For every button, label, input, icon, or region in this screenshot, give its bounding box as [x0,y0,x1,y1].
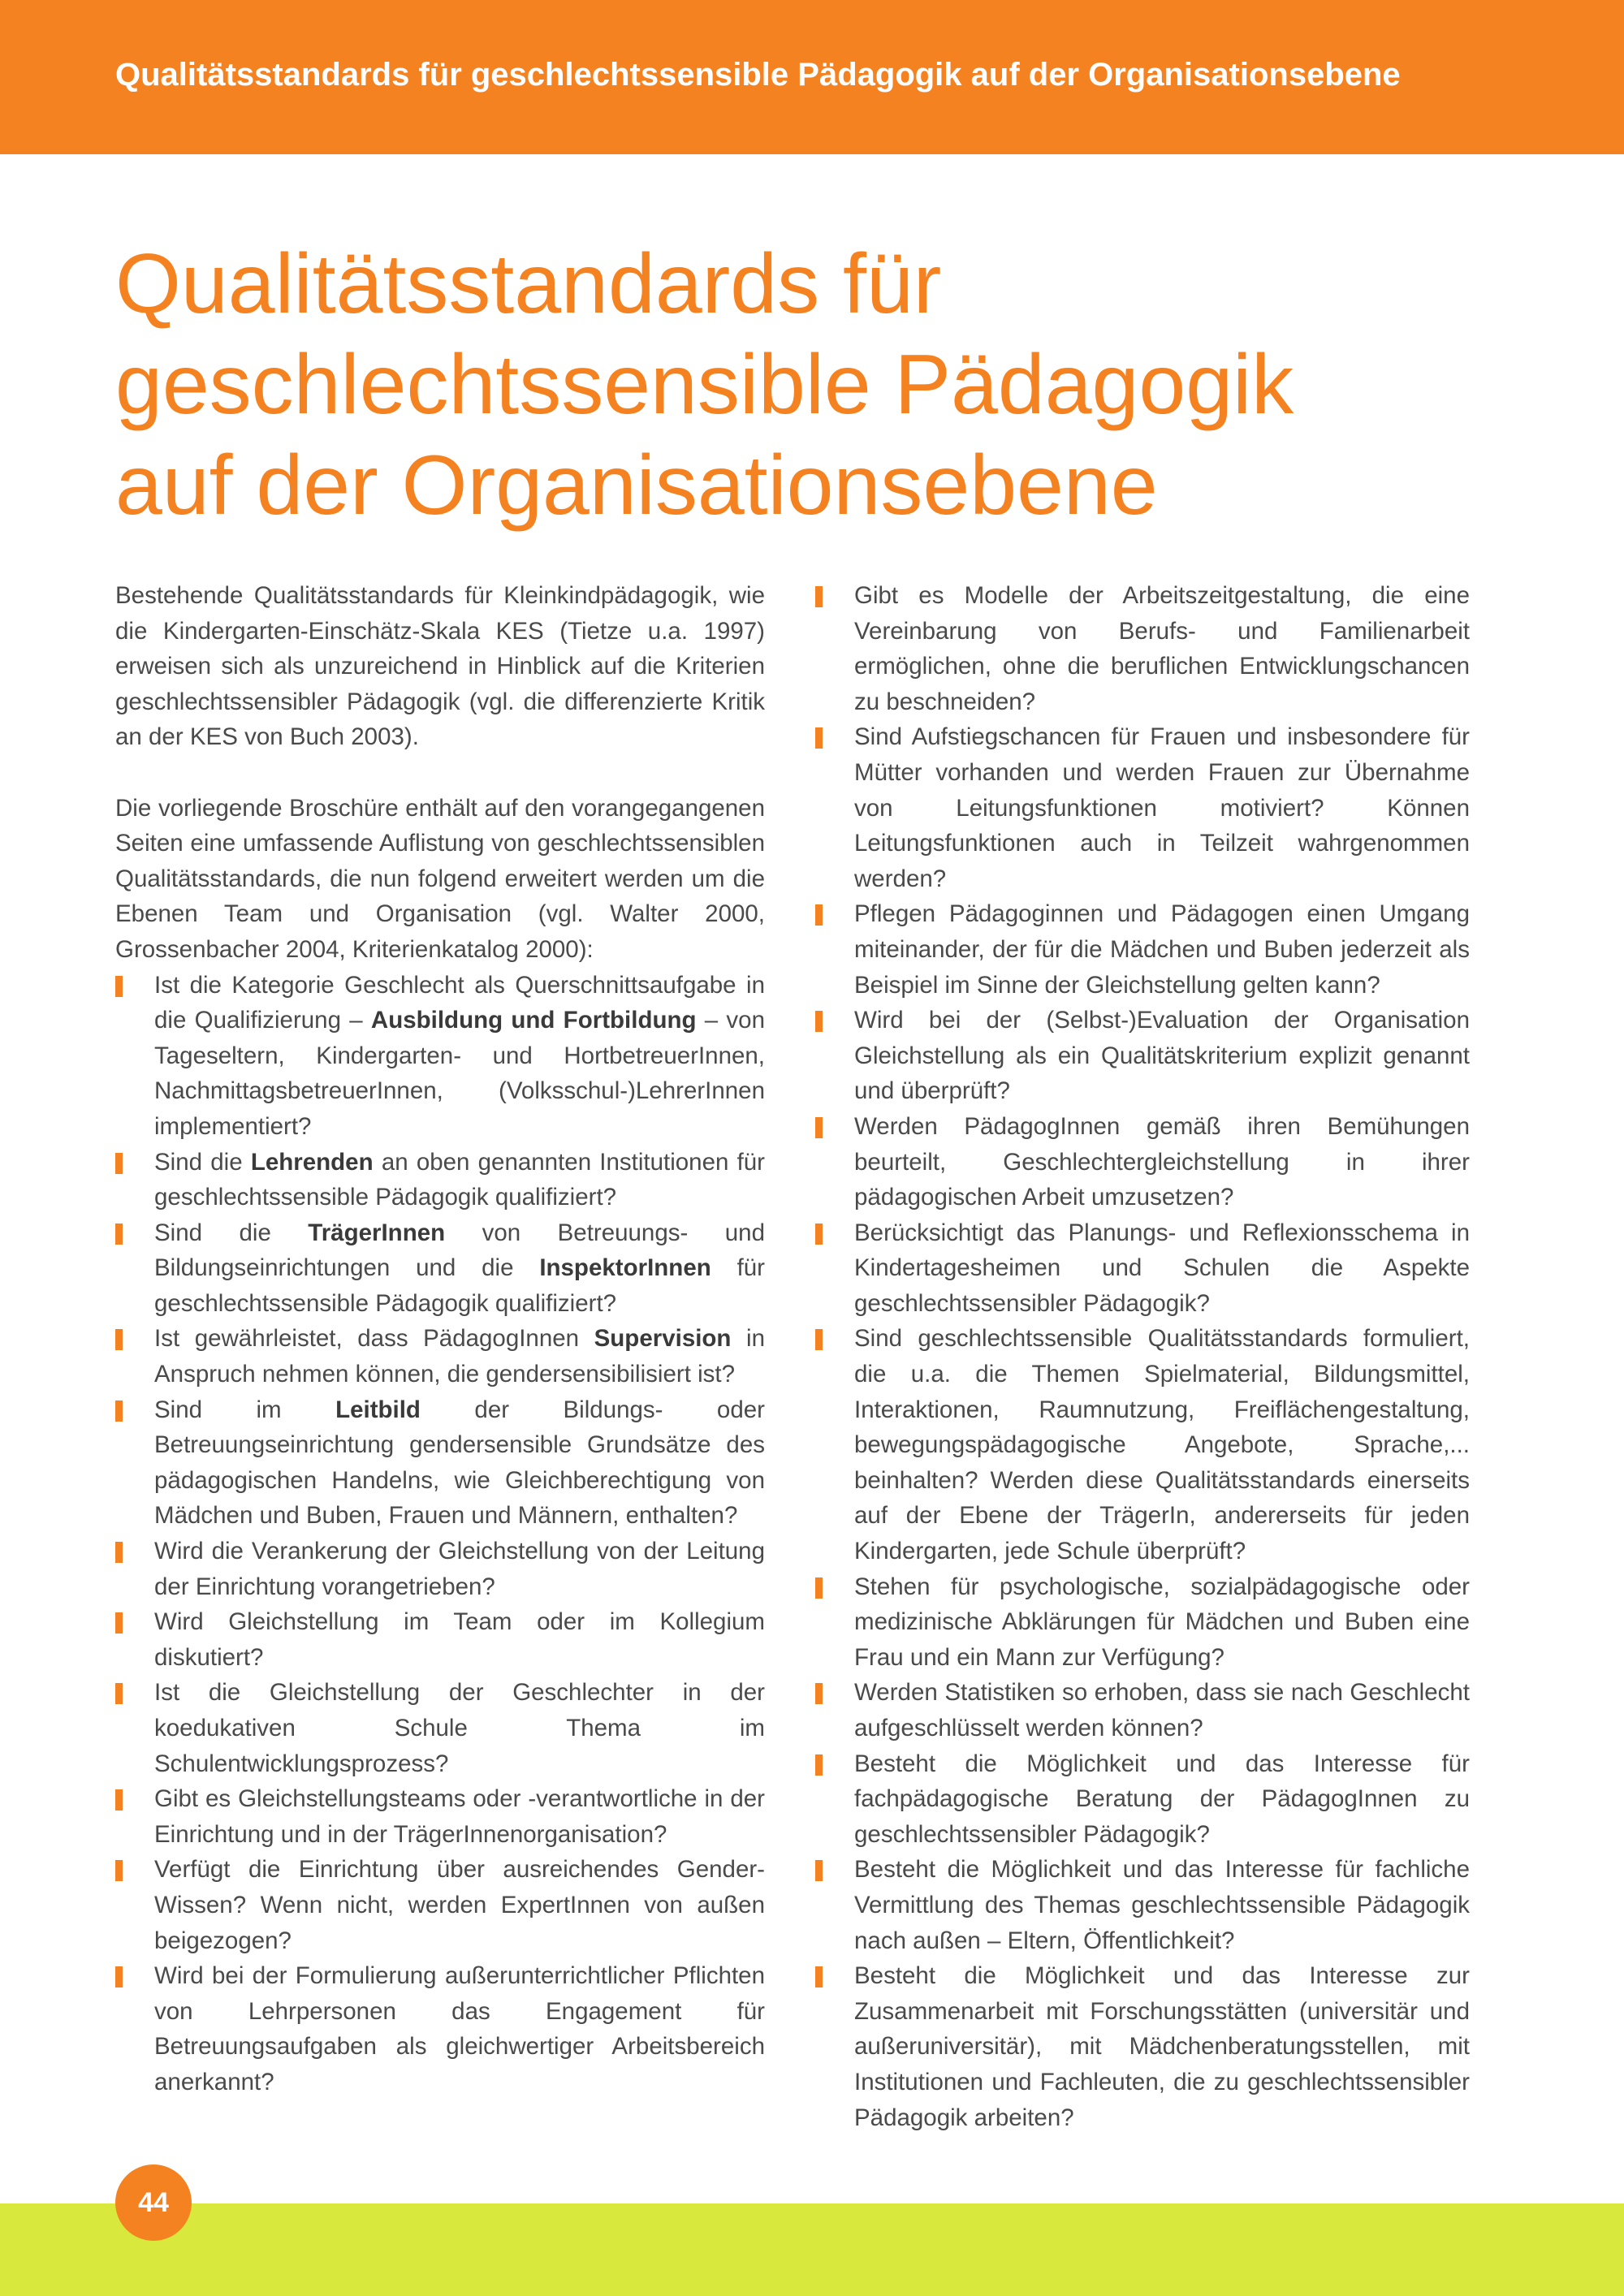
checklist-item: Wird Gleichstellung im Team oder im Kollegium diskutiert? [115,1604,765,1675]
bullet-marker-icon [115,1789,123,1810]
bullet-marker-icon [115,1329,123,1350]
bullet-marker-icon [115,1612,123,1634]
emphasis-term: Ausbildung und Fortbildung [370,1007,697,1034]
checklist-item: Sind im Leitbild der Bildungs- oder Betreuungseinrichtung gendersensible Grundsätze des pädagogischen Handelns, wie Gleichberechtigung von Mädchen und Buben, Frauen und Männern, enthalten? [115,1392,765,1534]
page-title-line: Qualitätsstandards für [115,237,942,331]
bullet-marker-icon [115,1542,123,1563]
bullet-marker-icon [115,1683,123,1704]
checklist-item: Sind die TrägerInnen von Betreuungs- und Bildungseinrichtungen und die InspektorInnen für geschlechtssensible Pädagogik qualifiziert? [115,1215,765,1322]
bullet-marker-icon [815,1224,823,1245]
left-checklist [115,968,765,2100]
bullet-marker-icon [815,1860,823,1881]
bullet-marker-icon [115,1224,123,1245]
checklist-item: Sind geschlechtssensible Qualitätsstandards formuliert, die u.a. die Themen Spielmaterial, Bildungsmittel, Interaktionen, Raumnutzung, Freiflächengestaltung, bewegungspädagogische Angebote, Sprache,... beinhalten? Werden diese Qualitätsstandards einerseits auf der Ebene der TrägerIn, andererseits für jeden Kindergarten, jede Schule überprüft? [815,1321,1470,1569]
checklist-item: Gibt es Modelle der Arbeitszeitgestaltung, die eine Vereinbarung von Berufs- und Familienarbeit ermöglichen, ohne die beruflichen Entwicklungschancen zu beschneiden? [815,578,1470,719]
checklist-item: Berücksichtigt das Planungs- und Reflexionsschema in Kindertagesheimen und Schulen die Aspekte geschlechtssensibler Pädagogik? [815,1215,1470,1322]
bullet-marker-icon [115,976,123,997]
checklist-item: Stehen für psychologische, sozialpädagogische oder medizinische Abklärungen für Mädchen und Buben eine Frau und ein Mann zur Verfügung? [815,1569,1470,1676]
right-checklist [815,578,1470,2135]
bullet-marker-icon [115,1966,123,1987]
checklist-item: Gibt es Gleichstellungsteams oder -verantwortliche in der Einrichtung und in der TrägerInnenorganisation? [115,1781,765,1852]
left-column [115,578,765,2100]
page-title-line: auf der Organisationsebene [115,438,1158,533]
checklist-item: Besteht die Möglichkeit und das Interesse zur Zusammenarbeit mit Forschungsstätten (universitär und außeruniversitär), mit Mädchenberatungsstellen, mit Institutionen und Fachleuten, die zu geschlechtssensibler Pädagogik arbeiten? [815,1958,1470,2135]
checklist-item: Besteht die Möglichkeit und das Interesse für fachpädagogische Beratung der PädagogInnen zu geschlechtssensibler Pädagogik? [815,1746,1470,1853]
bullet-marker-icon [815,586,823,607]
checklist-item: Wird die Verankerung der Gleichstellung von der Leitung der Einrichtung vorangetrieben? [115,1534,765,1604]
checklist-item: Wird bei der (Selbst-)Evaluation der Organisation Gleichstellung als ein Qualitätskriterium explizit genannt und überprüft? [815,1003,1470,1109]
page-title [115,234,1294,536]
bullet-marker-icon [115,1153,123,1174]
page-number: 44 [115,2164,192,2241]
header-title: Qualitätsstandards für geschlechtssensible Pädagogik auf der Organisationsebene [115,57,1401,93]
checklist-item: Ist die Gleichstellung der Geschlechter in der koedukativen Schule Thema im Schulentwicklungsprozess? [115,1675,765,1781]
footer-band [0,2203,1624,2296]
bullet-marker-icon [815,1117,823,1138]
bullet-marker-icon [815,904,823,926]
checklist-item: Wird bei der Formulierung außerunterrichtlicher Pflichten von Lehrpersonen das Engagement für Betreuungsaufgaben als gleichwertiger Arbeitsbereich anerkannt? [115,1958,765,2100]
checklist-item: Ist die Kategorie Geschlecht als Querschnittsaufgabe in die Qualifizierung – Ausbildung und Fortbildung – von Tageseltern, Kindergarten- und HortbetreuerInnen, NachmittagsbetreuerInnen, (Volksschul-)LehrerInnen implementiert? [115,968,765,1145]
bullet-marker-icon [815,1577,823,1599]
emphasis-term: Leitbild [335,1396,421,1423]
emphasis-term: InspektorInnen [539,1254,711,1282]
intro-paragraph: Die vorliegende Broschüre enthält auf den vorangegangenen Seiten eine umfassende Auflistung von geschlechtssensiblen Qualitätsstandards, die nun folgend erweitert werden um die Ebenen Team und Organisation (vgl. Walter 2000, Grossenbacher 2004, Kriterienkatalog 2000): [115,794,765,963]
bullet-marker-icon [815,1683,823,1704]
checklist-item: Sind Aufstiegschancen für Frauen und insbesondere für Mütter vorhanden und werden Frauen zur Übernahme von Leitungsfunktionen motiviert? Können Leitungsfunktionen auch in Teilzeit wahrgenommen werden? [815,719,1470,896]
checklist-item: Werden Statistiken so erhoben, dass sie nach Geschlecht aufgeschlüsselt werden können? [815,1675,1470,1746]
bullet-marker-icon [815,1329,823,1350]
checklist-item: Ist gewährleistet, dass PädagogInnen Supervision in Anspruch nehmen können, die gendersensibilisiert ist? [115,1321,765,1392]
bullet-marker-icon [115,1400,123,1422]
header-band [0,0,1624,154]
bullet-marker-icon [815,1011,823,1032]
checklist-item: Verfügt die Einrichtung über ausreichendes Gender-Wissen? Wenn nicht, werden ExpertInnen von außen beigezogen? [115,1852,765,1958]
bullet-marker-icon [815,727,823,749]
emphasis-term: TrägerInnen [308,1219,446,1246]
right-column [815,578,1470,2135]
emphasis-term: Lehrenden [250,1148,374,1176]
checklist-item: Besteht die Möglichkeit und das Interesse für fachliche Vermittlung des Themas geschlechtssensible Pädagogik nach außen – Eltern, Öffentlichkeit? [815,1852,1470,1958]
intro-paragraph: Bestehende Qualitätsstandards für Kleinkindpädagogik, wie die Kindergarten-Einschätz-Skala KES (Tietze u.a. 1997) erweisen sich als unzureichend in Hinblick auf die Kriterien geschlechtssensibler Pädagogik (vgl. die differenzierte Kritik an der KES von Buch 2003). [115,582,765,751]
bullet-marker-icon [815,1754,823,1776]
bullet-marker-icon [115,1860,123,1881]
checklist-item: Sind die Lehrenden an oben genannten Institutionen für geschlechtssensible Pädagogik qualifiziert? [115,1145,765,1215]
emphasis-term: Supervision [594,1325,732,1353]
page-title-line: geschlechtssensible Pädagogik [115,338,1294,432]
checklist-item: Pflegen Pädagoginnen und Pädagogen einen Umgang miteinander, der für die Mädchen und Buben jederzeit als Beispiel im Sinne der Gleichstellung gelten kann? [815,896,1470,1003]
bullet-marker-icon [815,1966,823,1987]
checklist-item: Werden PädagogInnen gemäß ihren Bemühungen beurteilt, Geschlechtergleichstellung in ihrer pädagogischen Arbeit umzusetzen? [815,1109,1470,1215]
